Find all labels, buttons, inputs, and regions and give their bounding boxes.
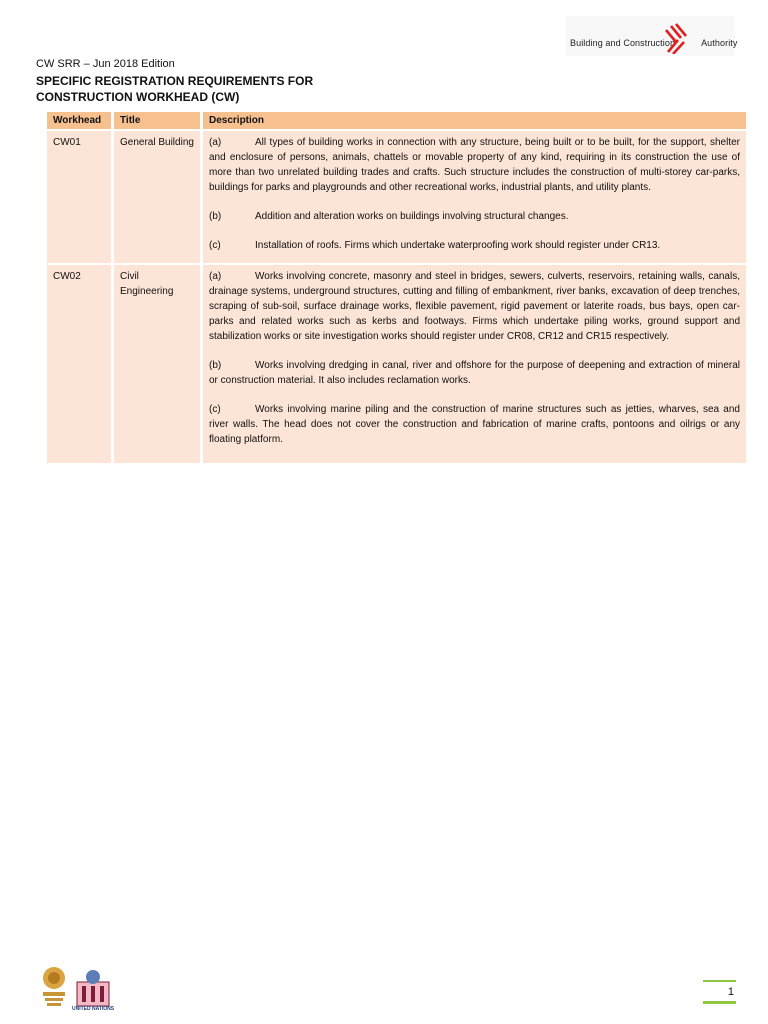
table-header-row (47, 112, 746, 129)
item-label: (c) (209, 404, 221, 415)
description-item (209, 269, 740, 344)
bca-logo (566, 16, 738, 56)
item-text: Addition and alteration works on buildings involving structural changes. (255, 211, 569, 222)
title-line-2: CONSTRUCTION WORKHEAD (CW) (36, 90, 240, 104)
workhead-title: General Building (114, 131, 200, 263)
un-caption: UNITED NATIONS (72, 1006, 115, 1012)
item-label: (b) (209, 211, 222, 222)
un-award-logo-icon (74, 968, 112, 1008)
item-label: (a) (209, 137, 222, 148)
header-description: Description (203, 112, 746, 129)
table-row (47, 131, 746, 263)
item-label: (b) (209, 360, 222, 371)
workhead-code: CW01 (47, 131, 111, 263)
edition-text: CW SRR – Jun 2018 Edition (36, 58, 175, 70)
item-label: (a) (209, 271, 222, 282)
item-text: Installation of roofs. Firms which undertake waterproofing work should register under CR13. (255, 240, 661, 251)
header-workhead: Workhead (47, 112, 111, 129)
logo-text-left: Building and Construction (570, 38, 676, 48)
item-label: (c) (209, 240, 221, 251)
workhead-table (44, 110, 749, 465)
title-line-1: SPECIFIC REGISTRATION REQUIREMENTS FOR (36, 74, 314, 88)
item-text: Works involving marine piling and the construction of marine structures such as jetties, wharves, sea and river walls. The head does not cover the construction and fabrication of marine crafts, pontoons and oilrigs or any floating platform. (209, 404, 740, 445)
description-item (209, 358, 740, 388)
item-text: Works involving dredging in canal, river and offshore for the purpose of deepening and extraction of mineral or construction material. It also includes reclamation works. (209, 360, 740, 386)
logo-text-right: Authority (701, 38, 738, 48)
workhead-description (203, 265, 746, 463)
workhead-code: CW02 (47, 265, 111, 463)
description-item (209, 402, 740, 447)
table-row (47, 265, 746, 463)
page-number: 1 (703, 980, 736, 1004)
award-logo-icon (36, 964, 72, 1012)
item-text: Works involving concrete, masonry and steel in bridges, sewers, culverts, reservoirs, retaining walls, canals, drainage systems, underground structures, cutting and filling of embankment, river banks, excavation of deep trenches, scraping of sub-soil, surface drainage works, flexible pavement, rigid pavement or laterite roads, bus bays, open car-parks and related works such as kerbs and footways. Firms which undertake piling works, ground support and stabilization works or site investigation works should register under CR08, CR12 and CR15 respectively. (209, 271, 740, 342)
header-title: Title (114, 112, 200, 129)
workhead-description (203, 131, 746, 263)
description-item (209, 209, 740, 224)
bca-logo-icon (662, 22, 688, 54)
description-item (209, 238, 740, 253)
item-text: All types of building works in connection with any structure, being built or to be built, for the support, shelter and enclosure of persons, animals, chattels or movable property of any kind, requiring in its construction the use of more than two unrelated building trades and crafts. Such structure includes the construction of multi-storey car-parks, buildings for parks and playgrounds and other recreational works, industrial plants, and utility plants. (209, 137, 740, 193)
description-item (209, 135, 740, 195)
workhead-title: Civil Engineering (114, 265, 200, 463)
page-title (36, 73, 436, 105)
